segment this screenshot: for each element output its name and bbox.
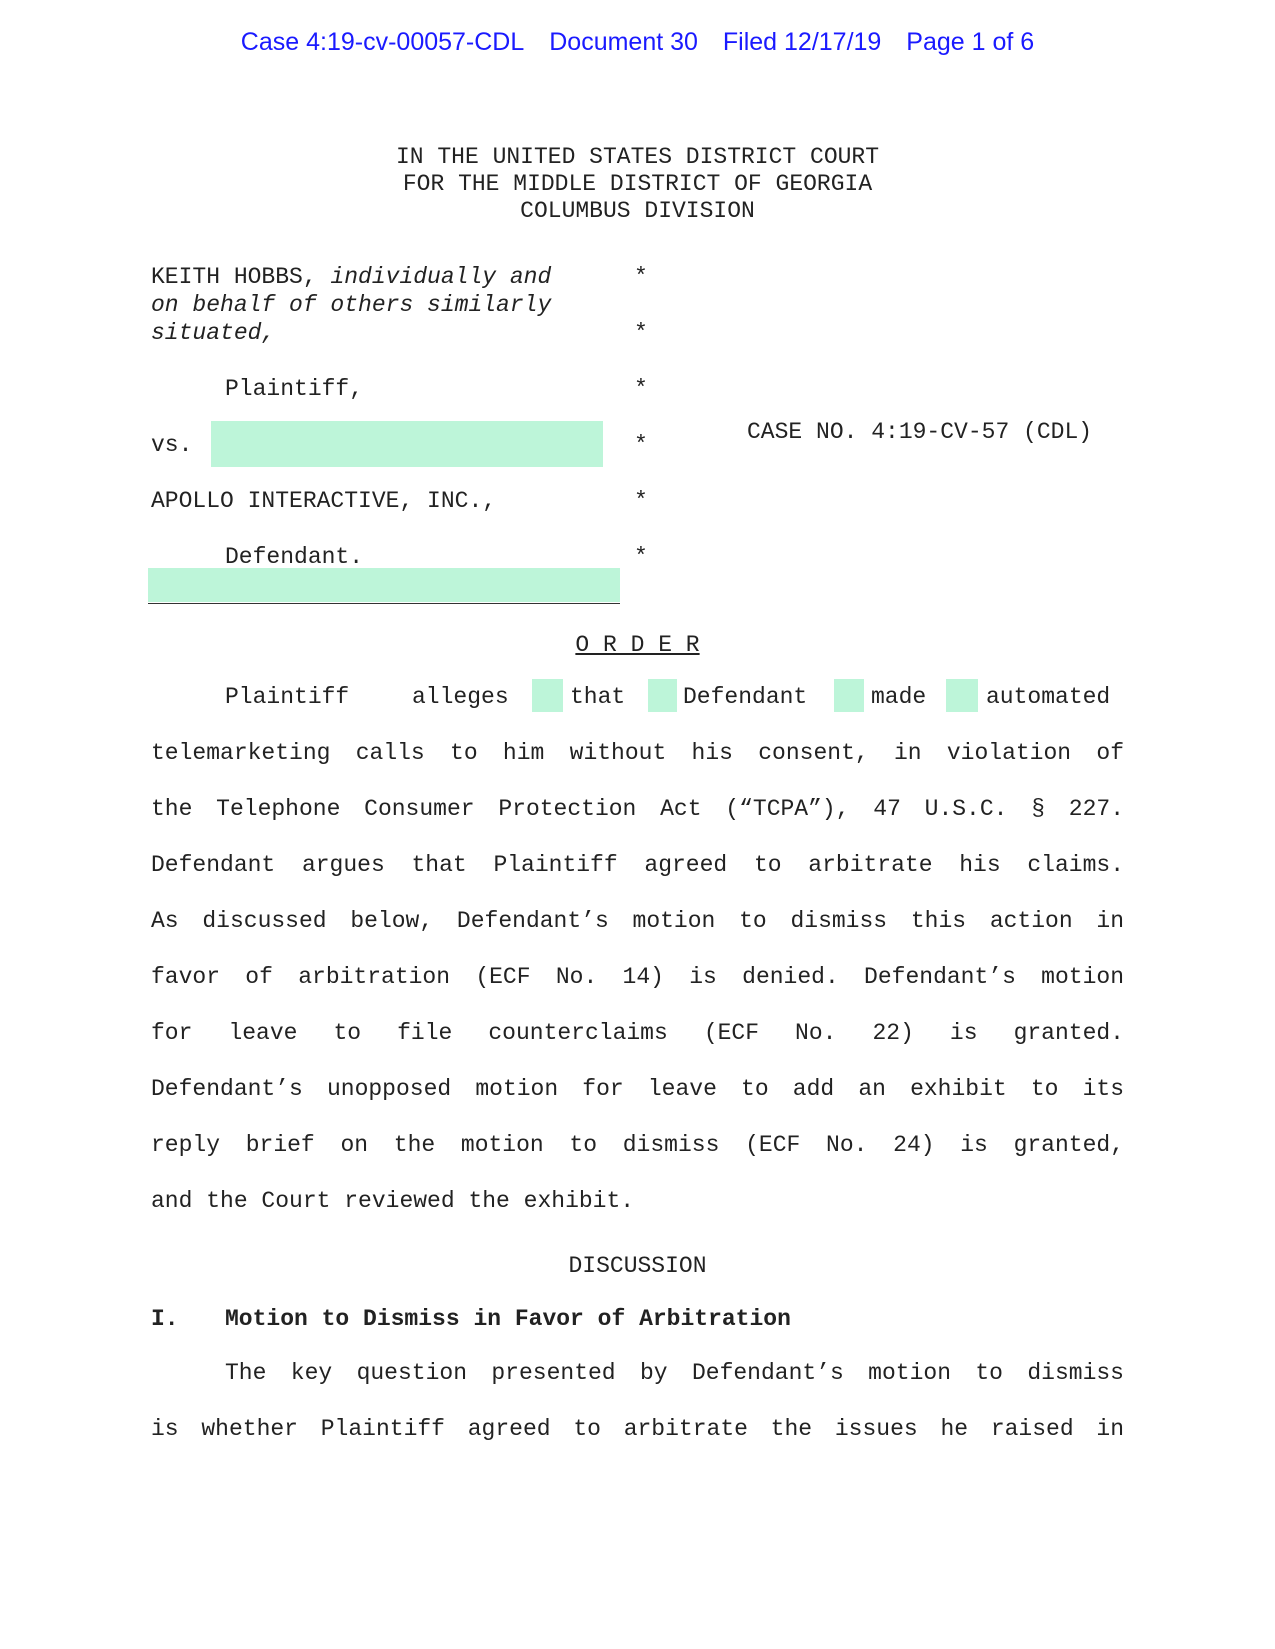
plaintiff-name-line xyxy=(151,264,551,290)
defendant-name: APOLLO INTERACTIVE, INC., xyxy=(151,488,497,514)
intro-word: made xyxy=(871,684,927,710)
section-number: I. xyxy=(151,1306,179,1332)
intro-line: for leave to file counterclaims (ECF No. 22) is granted. xyxy=(151,1020,1124,1046)
court-division: COLUMBUS DIVISION xyxy=(520,198,755,224)
order-title: O R D E R xyxy=(575,632,700,658)
intro-word: Defendant xyxy=(683,684,808,710)
plaintiff-description: individually and xyxy=(330,264,552,290)
section-title: Motion to Dismiss in Favor of Arbitration xyxy=(225,1306,791,1332)
court-name-line2: FOR THE MIDDLE DISTRICT OF GEORGIA xyxy=(402,171,873,197)
discussion-line: The key question presented by Defendant’s motion to dismiss xyxy=(225,1360,1124,1386)
plaintiff-name: KEITH HOBBS, xyxy=(151,264,331,290)
intro-line: reply brief on the motion to dismiss (ECF No. 24) is granted, xyxy=(151,1132,1124,1158)
header-case-number: Case 4:19-cv-00057-CDL xyxy=(240,28,525,56)
highlight-redaction xyxy=(211,421,603,467)
intro-line: the Telephone Consumer Protection Act (“TCPA”), 47 U.S.C. § 227. xyxy=(151,796,1124,822)
intro-line: As discussed below, Defendant’s motion to dismiss this action in xyxy=(151,908,1124,934)
caption-star: * xyxy=(634,264,648,290)
intro-word: alleges xyxy=(412,684,509,710)
caption-star: * xyxy=(634,488,648,514)
intro-line-1 xyxy=(151,684,1124,712)
case-number: CASE NO. 4:19-CV-57 (CDL) xyxy=(747,419,1093,445)
defendant-role: Defendant. xyxy=(225,544,364,570)
intro-line: telemarketing calls to him without his consent, in violation of xyxy=(151,740,1124,766)
caption-star: * xyxy=(634,376,648,402)
intro-word: Plaintiff xyxy=(225,684,350,710)
caption-star: * xyxy=(634,432,648,458)
intro-line: Defendant’s unopposed motion for leave to add an exhibit to its xyxy=(151,1076,1124,1102)
plaintiff-role: Plaintiff, xyxy=(225,376,364,402)
intro-word: automated xyxy=(986,684,1111,710)
plaintiff-description-line2: on behalf of others similarly xyxy=(151,292,552,318)
filing-header xyxy=(0,28,1275,57)
caption-star: * xyxy=(634,320,648,346)
intro-word: that xyxy=(570,684,626,710)
intro-line: favor of arbitration (ECF No. 14) is denied. Defendant’s motion xyxy=(151,964,1124,990)
header-page-number: Page 1 of 6 xyxy=(906,28,1035,56)
caption-star: * xyxy=(634,544,648,570)
intro-line: Defendant argues that Plaintiff agreed to arbitrate his claims. xyxy=(151,852,1124,878)
discussion-heading: DISCUSSION xyxy=(568,1253,707,1279)
caption-rule xyxy=(148,603,620,604)
versus-label: vs. xyxy=(151,432,193,458)
header-filed-date: Filed 12/17/19 xyxy=(722,28,882,56)
plaintiff-description-line3: situated, xyxy=(151,320,276,346)
discussion-line: is whether Plaintiff agreed to arbitrate the issues he raised in xyxy=(151,1416,1124,1442)
intro-line: and the Court reviewed the exhibit. xyxy=(151,1188,635,1214)
header-document-number: Document 30 xyxy=(549,28,698,56)
highlight-redaction xyxy=(148,568,620,602)
court-name-line1: IN THE UNITED STATES DISTRICT COURT xyxy=(395,144,880,170)
